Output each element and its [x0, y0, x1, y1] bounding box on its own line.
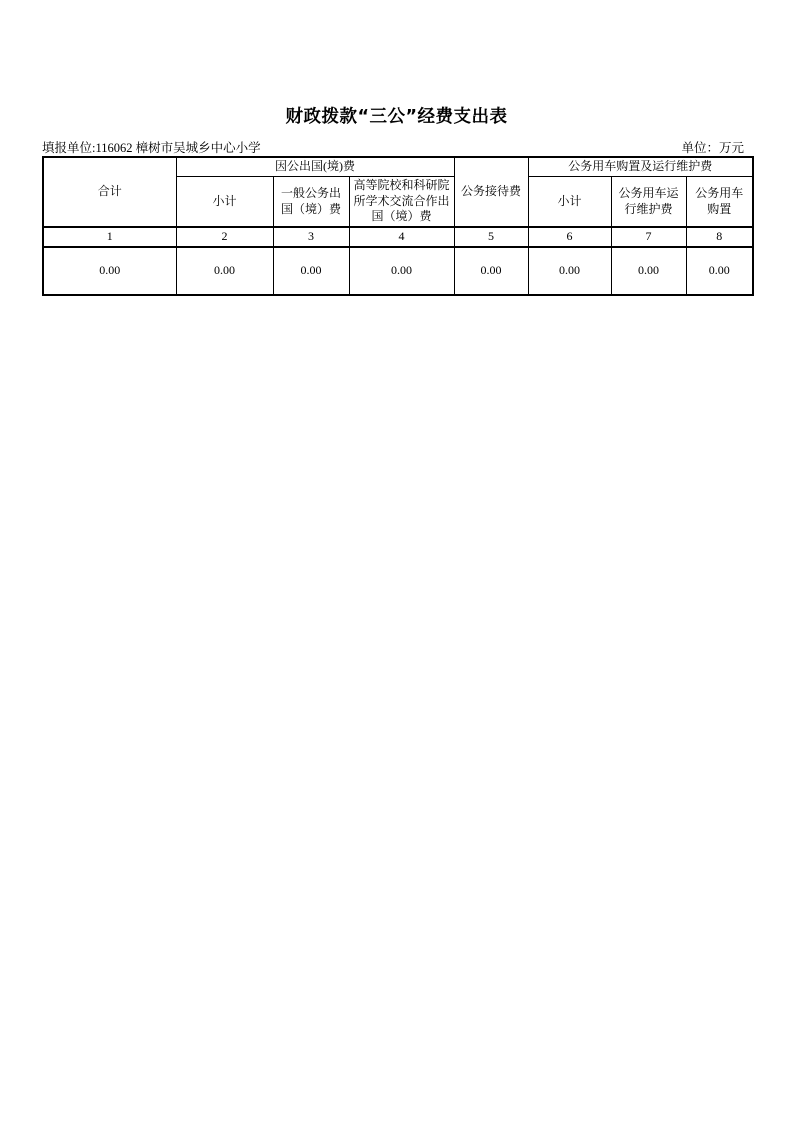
value-reception: 0.00	[454, 247, 528, 295]
header-abroad-subtotal: 小计	[176, 176, 273, 227]
three-public-expense-table	[42, 156, 754, 296]
header-group-vehicle: 公务用车购置及运行维护费	[528, 157, 753, 176]
header-abroad-academic: 高等院校和科研院所学术交流合作出国（境）费	[349, 176, 454, 227]
column-number: 5	[454, 227, 528, 247]
column-number: 2	[176, 227, 273, 247]
header-vehicle-purchase: 公务用车购置	[686, 176, 753, 227]
column-number: 7	[611, 227, 686, 247]
value-abroad-subtotal: 0.00	[176, 247, 273, 295]
header-reception: 公务接待费	[454, 157, 528, 227]
page-title: 财政拨款“三公”经费支出表	[285, 107, 508, 127]
column-number: 8	[686, 227, 753, 247]
header-vehicle-maintenance: 公务用车运行维护费	[611, 176, 686, 227]
value-vehicle-subtotal: 0.00	[528, 247, 611, 295]
table-row-column-numbers	[43, 227, 753, 247]
table-meta-row	[42, 138, 752, 156]
value-vehicle-purchase: 0.00	[686, 247, 753, 295]
header-group-abroad: 因公出国(境)费	[176, 157, 454, 176]
header-vehicle-subtotal: 小计	[528, 176, 611, 227]
header-abroad-general: 一般公务出国（境）费	[273, 176, 349, 227]
currency-unit-label: 单位：万元	[681, 141, 744, 155]
value-vehicle-maintenance: 0.00	[611, 247, 686, 295]
table-row-values	[43, 247, 753, 295]
column-number: 1	[43, 227, 176, 247]
column-number: 6	[528, 227, 611, 247]
value-abroad-academic: 0.00	[349, 247, 454, 295]
header-total: 合计	[43, 157, 176, 227]
value-total: 0.00	[43, 247, 176, 295]
column-number: 3	[273, 227, 349, 247]
value-abroad-general: 0.00	[273, 247, 349, 295]
reporting-unit-label: 填报单位:116062 樟树市吴城乡中心小学	[42, 141, 261, 155]
column-number: 4	[349, 227, 454, 247]
table-row-group-header	[43, 157, 753, 176]
